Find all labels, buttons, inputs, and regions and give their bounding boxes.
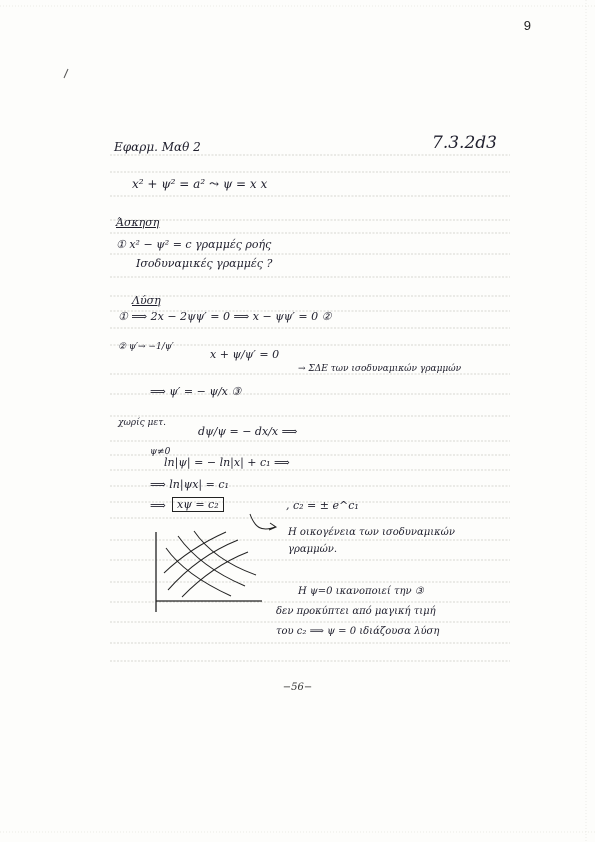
- boxed-result: xψ = c₂: [172, 497, 224, 512]
- exercise-line-1: ① x² − ψ² = c γραμμές ροής: [116, 238, 272, 251]
- solution-label: Λύση: [132, 294, 161, 307]
- solution-arrow: ⟹: [150, 499, 166, 512]
- page-footer: −56−: [282, 682, 313, 693]
- solution-line-2: x + ψ/ψ′ = 0: [210, 348, 280, 361]
- exercise-label: Άσκηση: [116, 216, 160, 229]
- solution-line-3: ⟹ ψ′ = − ψ/x ③: [150, 385, 242, 398]
- solution-line-4: dψ/ψ = − dx/x ⟹: [198, 425, 298, 438]
- note-line-1: Η οικογένεια των ισοδυναμικών: [288, 527, 455, 538]
- equation-line-1: x² + ψ² = a² ⤳ ψ = x x: [132, 177, 268, 191]
- note-line-3: δεν προκύπτει από μαγική τιμή: [276, 606, 436, 617]
- constant-note: , c₂ = ± e^c₁: [286, 499, 359, 512]
- solution-line-6: ⟹ ln|ψx| = c₁: [150, 478, 229, 491]
- substitution-note: ② ψ′→ −1/ψ′: [118, 342, 174, 352]
- exercise-line-2: Ισοδυναμικές γραμμές ?: [136, 257, 273, 270]
- note-line-1b: γραμμών.: [288, 544, 338, 555]
- ode-note: → ΣΔΕ των ισοδυναμικών γραμμών: [298, 364, 462, 374]
- header-title: Εφαρμ. Μαθ 2: [114, 140, 201, 154]
- condition-note: ψ≠0: [150, 447, 171, 457]
- separation-note: χωρίς μετ.: [118, 418, 167, 428]
- note-line-2: Η ψ=0 ικανοποιεί την ③: [298, 586, 424, 597]
- page-number: 9: [523, 18, 531, 33]
- solution-line-1: ① ⟹ 2x − 2ψψ′ = 0 ⟹ x − ψψ′ = 0 ②: [118, 310, 332, 323]
- note-line-4: του c₂ ⟹ ψ = 0 ιδιάζουσα λύση: [276, 626, 440, 637]
- header-date: 7.3.2d3: [432, 133, 497, 153]
- solution-line-5: ln|ψ| = − ln|x| + c₁ ⟹: [164, 456, 290, 469]
